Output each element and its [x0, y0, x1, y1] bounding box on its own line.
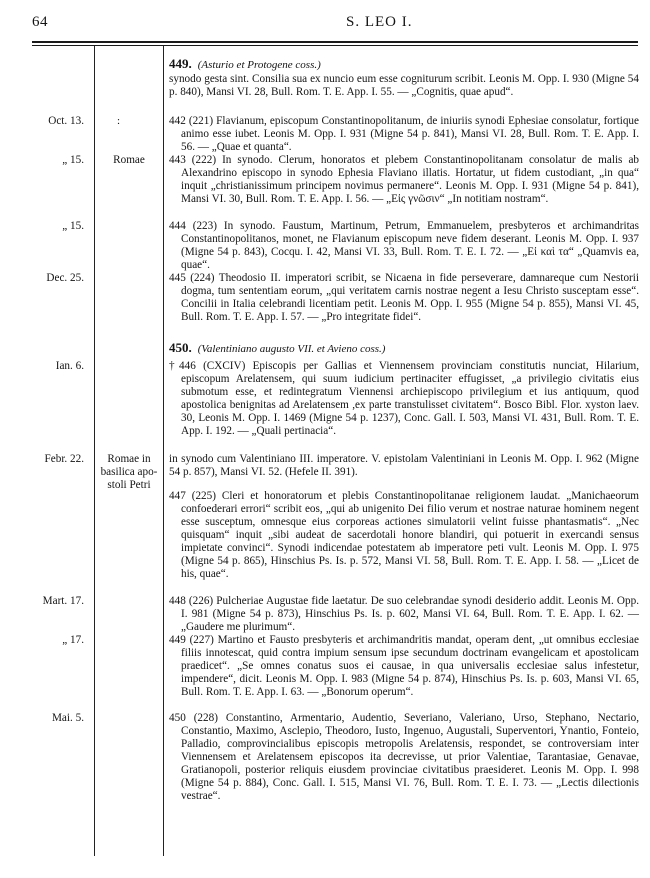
margin-date: Oct. 13. — [48, 115, 84, 127]
year-number: 449. — [169, 56, 192, 71]
year-heading-449 — [169, 57, 639, 72]
regest-entry: 447 (225) Cleri et honoratorum et plebis Constantinopolitanae religionem laudat. „Manichaeorum confoederari errori“ scribit eos, „qui ab unigenito Dei filio verum et nostrae naturae hominem negent esse susceptum, omnesque eius corporeas actiones simulatorii velint fuisse phantasmatis“. „Nec quisquam“ inquit „sibi audeat de sacerdotali honore blandiri, qui potuerit in exercandi sensus impietate convinci“. Synodi indicendae potestatem ab imperatore peti vult. Leonis M. Opp. I. 975 (Migne 54 p. 865), Hinschius Ps. Is. p. 572, Mansi VI. 58, Bull. Rom. T. E. App. I. 58. — „Licet de his, quae“. — [169, 490, 639, 580]
regest-entry: 449 (227) Martino et Fausto presbyteris et archimandritis mandat, operam dent, „ut omnibus ecclesiae filiis innotescat, quid contra impium sensum ipse secundum doctrinam evangelicam et apostolicam praedicet“. „Se omnes conatus suos ei causae, in qua universalis ecclesiae salus infestetur, impendere“, dicit. Leonis M. Opp. I. 983 (Migne 54 p. 874), Hinschius Ps. Is. p. 603, Mansi VI. 65, Bull. Rom. T. E. App. I. 63. — „Bonorum operum“. — [169, 634, 639, 698]
margin-place: Romae — [113, 154, 145, 166]
year-heading-450 — [169, 341, 639, 356]
margin-date: Mart. 17. — [42, 595, 84, 607]
regest-entry: in synodo cum Valentiniano III. imperatore. V. epistolam Valentiniani in Leonis M. Opp. I. 962 (Migne 54 p. 857), Mansi VI. 52. (Hefele II. 391). — [169, 453, 639, 478]
margin-date: „ 17. — [62, 634, 84, 646]
column-divider-place — [163, 46, 164, 856]
page-header — [32, 14, 642, 36]
year-number: 450. — [169, 340, 192, 355]
column-divider-date — [94, 46, 95, 856]
regest-entry: 445 (224) Theodosio II. imperatori scribit, se Nicaena in fide perseverare, damnareque cum Nestorii dogma, tum sententiam eorum, „qui veritatem carnis nostrae negent a Iesu Christo susceptam esse“. Concilii in Italia celebrandi licentiam petit. Leonis M. Opp. I. 955 (Migne 54 p. 855), Mansi VI. 45, Bull. Rom. T. E. App. I. 57. — „Pro integritate fidei“. — [169, 272, 639, 323]
margin-mark: : — [117, 115, 121, 127]
margin-date: Febr. 22. — [44, 453, 84, 465]
margin-date: „ 15. — [62, 220, 84, 232]
regest-entry: 448 (226) Pulcheriae Augustae fide laetatur. De suo celebrandae synodi desiderio addit. Leonis M. Opp. I. 981 (Migne 54 p. 873), Hinschius Ps. Is. p. 602, Mansi VI. 64, Bull. Rom. T. E. App. I. 62. — „Gaudere me plurimum“. — [169, 595, 639, 633]
regest-entry: 442 (221) Flavianum, episcopum Constantinopolitanum, de iniuriis synodi Ephesiae consolatur, fortique animo esse iubet. Leonis M. Opp. I. 931 (Migne 54 p. 841), Mansi VI. 28, Bull. Rom. T. E. App. I. 56. — „Quae et quanta“. — [169, 115, 639, 153]
regest-entry: 450 (228) Constantino, Armentario, Audentio, Severiano, Valeriano, Urso, Stephano, Nectario, Constantio, Maximo, Asclepio, Theodoro, Iusto, Ingenuo, Augustali, Superventori, Ynantio, Fonteio, Palladio, comprovincialibus episcopis metropolis Arelatensis, respondet, se controversiam inter Viennensem et Arelatensem episcopos ita decrevisse, ut prior Valentiae, Tarantasiae, Genavae, Gratianopoli, posterior reliquis eiusdem provinciae civitatibus praesideret. Leonis M. Opp. I. 998 (Migne 54 p. 884), Conc. Gall. I. 515, Mansi VI. 76, Bull. Rom. T. E. I. 73. — „Lectis dilectionis vestrae“. — [169, 712, 639, 802]
margin-date: Mai. 5. — [51, 712, 84, 724]
year-consuls: (Asturio et Protogene coss.) — [197, 59, 321, 71]
margin-date: „ 15. — [62, 154, 84, 166]
header-rule-thin — [32, 45, 638, 46]
margin-date: Ian. 6. — [55, 360, 84, 372]
regest-entry: 443 (222) In synodo. Clerum, honoratos et plebem Constantinopolitanam consolatur de malis ab Alexandrino episcopo in synodo Ephesia Flaviano illatis. Hortatur, ut fidem custodiant, „in qua“ inquit „christianissimum principem novimus permanere“. Leonis M. Opp. I. 931 (Migne 54 p. 841), Mansi VI. 30, Bull. Rom. T. E. App. I. 56. — „Εἰς γνῶσιν“ „In notitiam nostram“. — [169, 154, 639, 205]
running-title: S. LEO I. — [346, 14, 413, 30]
margin-date: Dec. 25. — [46, 272, 84, 284]
page-number: 64 — [32, 14, 48, 30]
regest-entry: †446 (CXCIV) Episcopis per Gallias et Viennensem provinciam constitutis nunciat, Hilarium, episcopum Arelatensem, qui suum iudicium pertinaciter effugisset, „a privilegio civitatis eius submotum esse, et redintegratum Viennensi archiepiscopo privilegium et ius antiquum, quod apostolica benignitas ad Arelatensem ,ex parte transtulisset civitatem“. Bosco Bibl. Flor. xyston laev. 30, Leonis M. Opp. I. 1469 (Migne 54 p. 1237), Conc. Gall. I. 503, Mansi VI. 431, Bull. Rom. T. E. App. I. 192. — „Quali pertinacia“. — [169, 360, 639, 437]
header-rule-thick — [32, 41, 638, 43]
regest-entry: synodo gesta sint. Consilia sua ex nuncio eum esse cogniturum scribit. Leonis M. Opp. I. 930 (Migne 54 p. 840), Mansi VI. 28, Bull. Rom. T. E. App. I. 55. — „Cognitis, quae apud“. — [169, 73, 639, 98]
regest-entry: 444 (223) In synodo. Faustum, Martinum, Petrum, Emmanuelem, presbyteros et archimandritas Constantinopolitanos, monet, ne Flavianum episcopum neve fidem deserant. Leonis M. Opp. I. 937 (Migne 54 p. 843), Cocqu. I. 42, Mansi VI. 33, Bull. Rom. T. E. I. 72. — „Εἰ καὶ τα“ „Quamvis ea, quae“. — [169, 220, 639, 271]
year-consuls: (Valentiniano augusto VII. et Avieno coss.) — [197, 343, 386, 355]
margin-place: Romae in basilica apo- stoli Petri — [100, 453, 158, 491]
